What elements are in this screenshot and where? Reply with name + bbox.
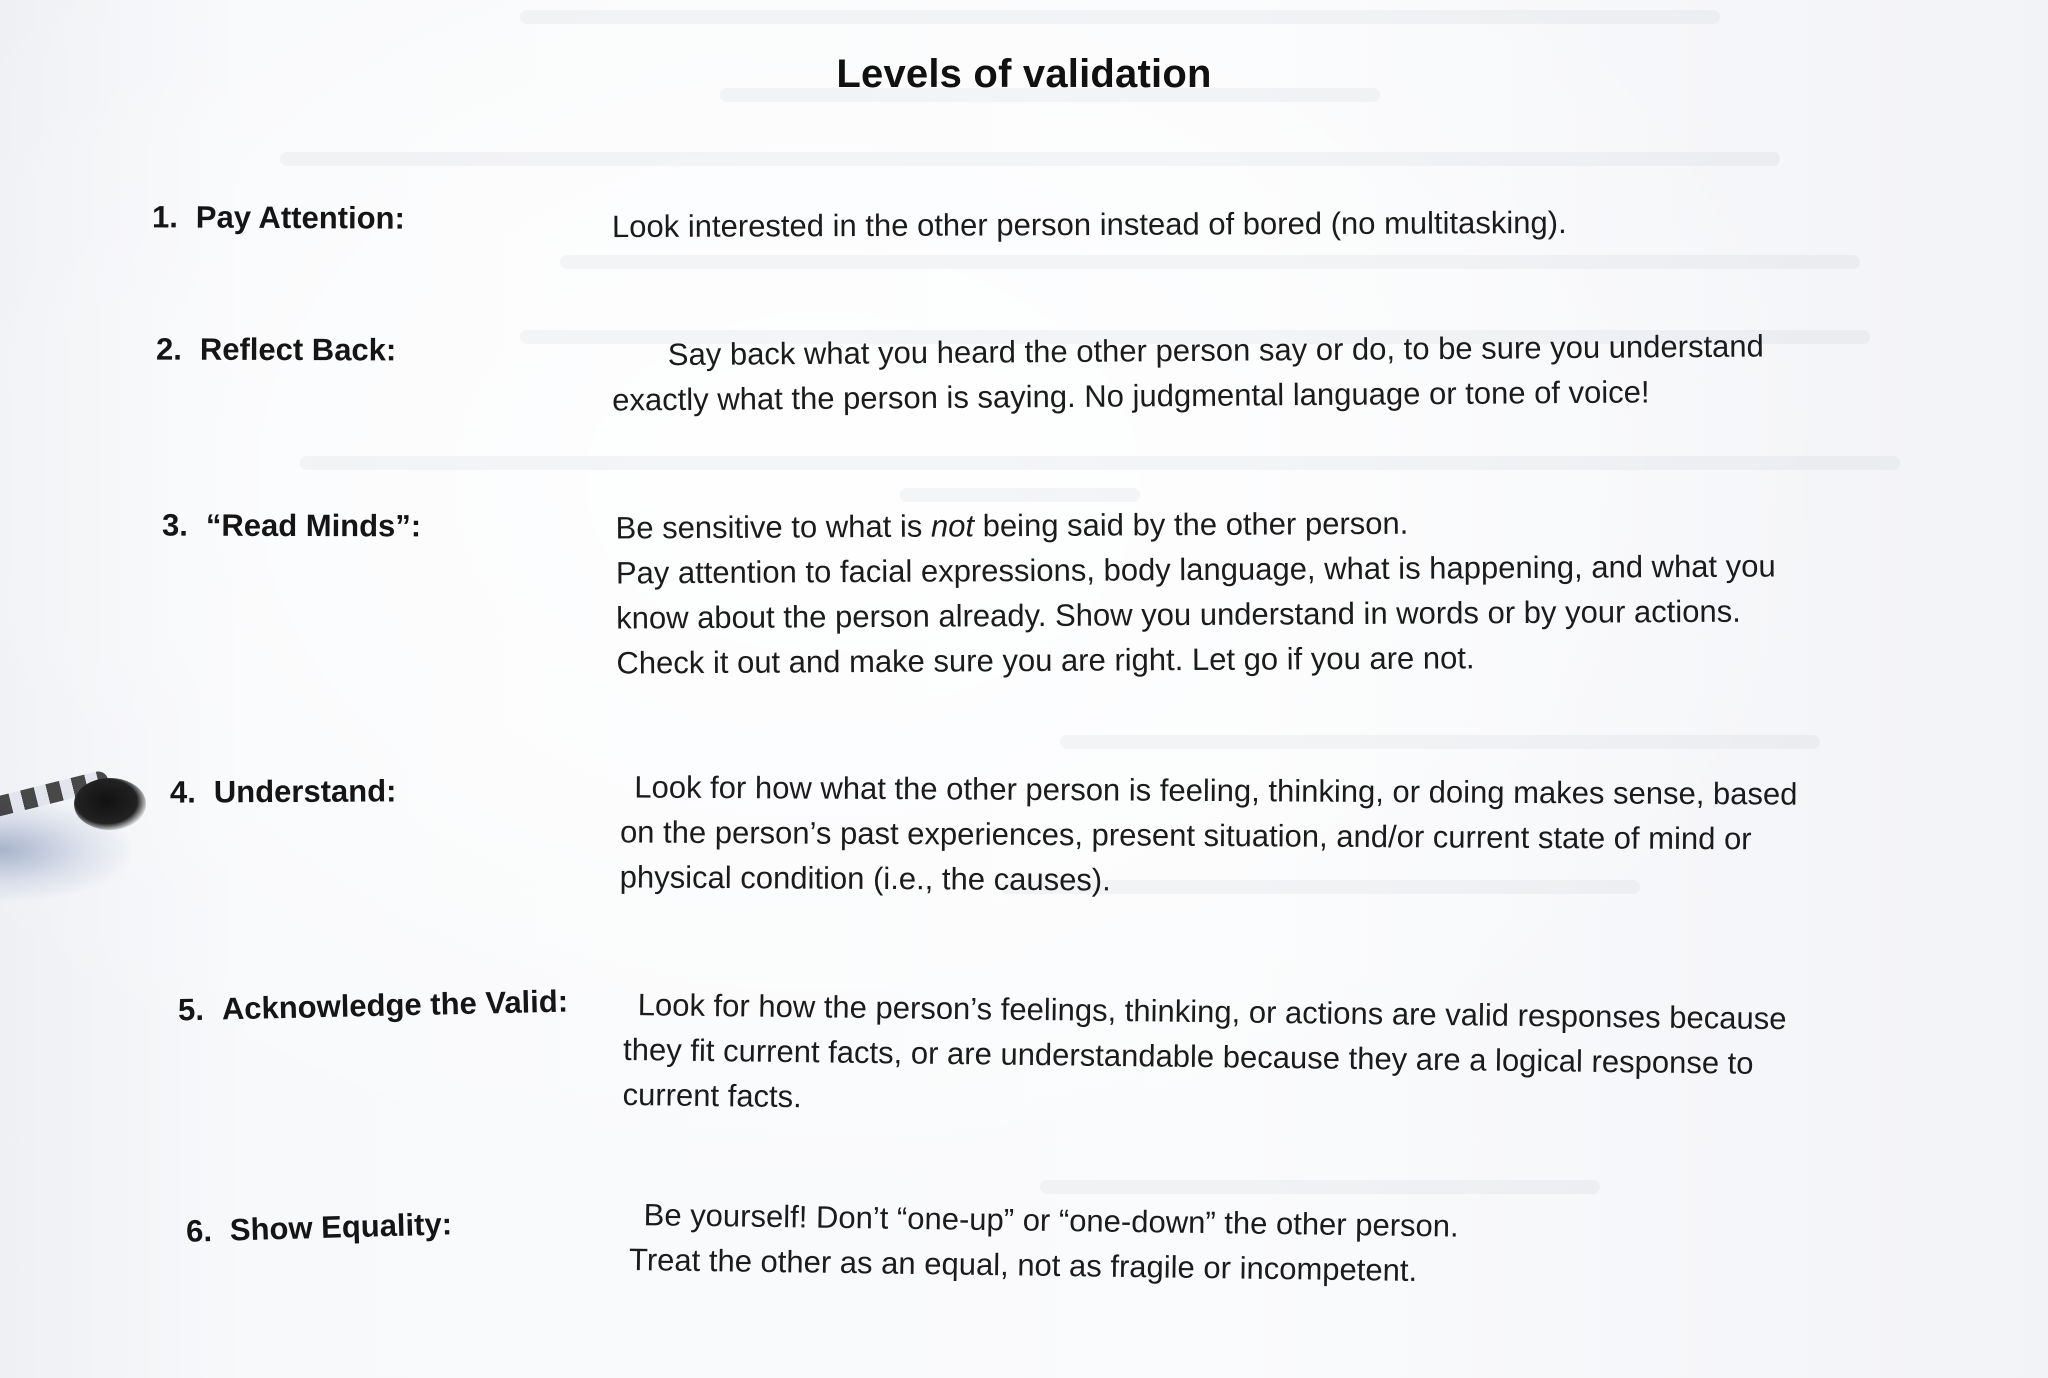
description-line: Say back what you heard the other person say or do, to be sure you understand xyxy=(667,328,1764,373)
text-run: Be sensitive to what is xyxy=(615,508,932,546)
bleed-through-mark xyxy=(280,152,1780,166)
description-line: Treat the other as an equal, not as fragile or incompetent. xyxy=(628,1241,1418,1288)
description-line: Check it out and make sure you are right. Let go if you are not. xyxy=(616,640,1475,681)
item-number: 6. xyxy=(185,1212,213,1249)
description-line: physical condition (i.e., the causes). xyxy=(619,859,1111,898)
item-title: Reflect Back: xyxy=(199,331,397,368)
item-number: 4. xyxy=(169,774,196,810)
bleed-through-mark xyxy=(1060,735,1820,749)
item-label xyxy=(156,332,396,369)
item-description xyxy=(629,1192,1459,1294)
item-description xyxy=(622,982,1786,1131)
bleed-through-mark xyxy=(520,10,1720,24)
description-line: on the person’s past experiences, present situation, and/or current state of mind or xyxy=(619,814,1752,857)
item-description xyxy=(615,498,1776,685)
emphasis: not xyxy=(930,508,975,544)
item-title: Pay Attention: xyxy=(195,199,405,236)
item-title: Acknowledge the Valid: xyxy=(221,983,569,1027)
item-title: Show Equality: xyxy=(229,1206,453,1248)
item-description xyxy=(620,764,1798,906)
bleed-through-mark xyxy=(560,255,1860,269)
item-label xyxy=(178,984,569,1029)
item-label xyxy=(170,773,397,810)
item-number: 1. xyxy=(151,199,178,235)
description-line: current facts. xyxy=(622,1076,803,1115)
item-label xyxy=(162,508,421,545)
item-description xyxy=(612,323,1765,422)
bleed-through-mark xyxy=(900,488,1140,502)
description-line: exactly what the person is saying. No judgmental language or tone of voice! xyxy=(612,374,1650,418)
description-line: Be yourself! Don’t “one-up” or “one-down” the other person. xyxy=(643,1197,1459,1244)
item-title: Understand: xyxy=(213,773,397,810)
item-description xyxy=(612,200,1567,249)
item-title: “Read Minds”: xyxy=(205,507,422,544)
binder-hole xyxy=(74,778,146,830)
description-line: Pay attention to facial expressions, body language, what is happening, and what you xyxy=(615,548,1776,591)
page-title: Levels of validation xyxy=(836,52,1212,96)
description-line: Look interested in the other person instead of bored (no multitasking). xyxy=(611,204,1567,245)
bleed-through-mark xyxy=(300,456,1900,470)
item-number: 3. xyxy=(161,507,188,543)
description-line: Look for how the person’s feelings, thinking, or actions are valid responses because xyxy=(637,987,1787,1037)
description-line: know about the person already. Show you understand in words or by your actions. xyxy=(616,593,1741,636)
bleed-through-mark xyxy=(1040,1180,1600,1194)
text-run: being said by the other person. xyxy=(973,505,1409,544)
item-number: 5. xyxy=(177,991,205,1028)
description-line: Look for how what the other person is feeling, thinking, or doing makes sense, based xyxy=(634,769,1798,812)
description-line xyxy=(615,498,1775,550)
item-label xyxy=(186,1206,453,1249)
item-label xyxy=(152,199,405,236)
item-number: 2. xyxy=(155,331,182,367)
description-line: they fit current facts, or are understandable because they are a logical response to xyxy=(622,1031,1754,1081)
